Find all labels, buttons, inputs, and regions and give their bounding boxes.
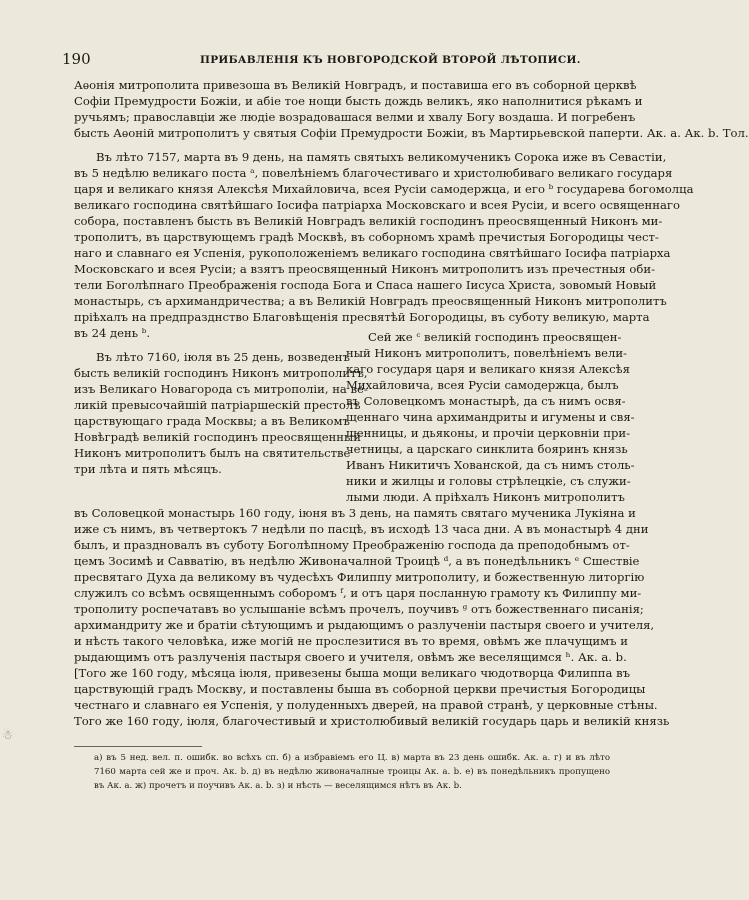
footnote-line: въ Ак. а. ж) прочетъ и поучивъ Ак. а. b. з) и нѣсть — веселящимся нѣтъ въ Ак. b. (94, 781, 462, 791)
text-line: Въ лѣто 7160, іюля въ 25 день, возведенъ (96, 350, 350, 364)
text-line: тели Боголѣпнаго Преображенія господа Бога и Спаса нашего Іисуса Христа, зовомый Новый (74, 278, 657, 292)
text-line: пресвятаго Духа да великому въ чудесѣхъ Филиппу митрополиту, и божественную литоргію (74, 570, 645, 584)
text-line: щенницы, и дьяконы, и прочіи церковніи при- (346, 426, 631, 440)
text-line: въ Соловецкой монастырь 160 году, іюня въ 3 день, на память святаго мученика Лукіяна и (74, 506, 636, 520)
text-line: четницы, а царскаго синклита бояринъ князь (346, 442, 628, 456)
text-line: Софіи Премудрости Божіи, и абіе тое нощи бысть дождь великъ, яко наполнитися рѣкамъ и (74, 94, 643, 108)
text-line: ники и жилцы и головы стрѣлецкіе, съ служи- (346, 474, 631, 488)
text-line: служилъ со всѣмъ освященнымъ соборомъ ᶠ, и отъ царя посланную грамоту къ Филиппу ми- (74, 586, 642, 600)
footnote-line: а) въ 5 нед. вел. п. ошибк. во всѣхъ сп. б) а избравіемъ его Ц. в) марта въ 23 день ошибк. Ак. а. г) и въ лѣто (94, 753, 610, 763)
text-line: бысть великій господинъ Никонъ митрополитъ, (74, 366, 368, 380)
text-line: ручьямъ; православціи же людіе возрадовашася велми и хвалу Богу воздаша. И погребенъ (74, 110, 636, 124)
text-line: лыми люди. А пріѣхалъ Никонъ митрополитъ (346, 490, 625, 504)
text-line: цемъ Зосимѣ и Савватію, въ недѣлю Живоначалной Троицѣ ᵈ, а въ понедѣльникъ ᵉ Сшествіе (74, 554, 640, 568)
text-line: ликій превысочайшій патріаршескій престолъ (74, 398, 361, 412)
text-line: Того же 160 году, іюля, благочестивый и христолюбивый великій государь царь и великій князь (74, 714, 670, 728)
text-line: бысть Аѳоній митрополитъ у святыя Софіи Премудрости Божіи, въ Мартирьевской паперти. Ак. а. Ак. b. Тол. (74, 126, 749, 140)
text-line: монастырь, съ архимандричества; а въ Великій Новградъ преосвященный Никонъ митрополитъ (74, 294, 667, 308)
text-line: Иванъ Никитичъ Хованской, да съ нимъ столь- (346, 458, 635, 472)
text-line: Аѳонія митрополита привезоша въ Великій Новградъ, и поставиша его въ соборной церквѣ (74, 78, 637, 92)
text-line: пріѣхалъ на предпразднство Благовѣщенія пресвятѣй Богородицы, въ суботу великую, марта (74, 310, 650, 324)
text-line: въ 5 недѣлю великаго поста ᵃ, повелѣніемъ благочестиваго и христолюбиваго великаго государя (74, 166, 673, 180)
text-line: собора, поставленъ бысть въ Великій Новградъ великій господинъ преосвященный Никонъ ми- (74, 214, 663, 228)
text-line: Въ лѣто 7157, марта въ 9 день, на память святыхъ великомученикъ Сорока иже въ Севастіи, (96, 150, 667, 164)
footnote-line: 7160 марта сей же и проч. Ак. b. д) въ недѣлю живоначалные троицы Ак. а. b. е) въ понедѣльникъ пропущено (94, 767, 610, 777)
text-line: архимандриту же и братіи сѣтующимъ и рыдающимъ о разлученіи пастыря своего и учителя, (74, 618, 655, 632)
text-line: иже съ нимъ, въ четвертокъ 7 недѣли по пасцѣ, въ исходѣ 13 часа дни. А въ монастырѣ 4 дни (74, 522, 649, 536)
text-line: ный Никонъ митрополитъ, повелѣніемъ вели- (346, 346, 627, 360)
text-line: Михайловича, всея Русіи самодержца, былъ (346, 378, 619, 392)
text-line: царствующій градъ Москву, и поставлены быша въ соборной церкви пречистыя Богородицы (74, 682, 646, 696)
text-line: три лѣта и пять мѣсяцъ. (74, 462, 222, 476)
text-line: щеннаго чина архимандриты и игумены и свя- (346, 410, 635, 424)
text-line: трополиту роспечатавъ во услышаніе всѣмъ прочелъ, поучивъ ᵍ отъ божественнаго писанія; (74, 602, 644, 616)
text-line: въ Соловецкомъ монастырѣ, да съ нимъ освя- (346, 394, 626, 408)
text-line: честнаго и славнаго ея Успенія, у полуденныхъ дверей, на правой странѣ, у церковные стѣны. (74, 698, 658, 712)
text-line: царствующаго града Москвы; а въ Великомъ (74, 414, 350, 428)
text-line: царя и великаго князя Алексѣя Михайловича, всея Русіи самодержца, и его ᵇ государева богомолца (74, 182, 694, 196)
text-line: Никонъ митрополитъ былъ на святительстве (74, 446, 351, 460)
text-line: трополитъ, въ царствующемъ градѣ Москвѣ, въ соборномъ храмѣ пречистыя Богородицы чест- (74, 230, 659, 244)
text-line: Новѣградѣ великій господинъ преосвященный (74, 430, 361, 444)
text-line: былъ, и праздновалъ въ суботу Боголѣпному Преображенію господа да преподобнымъ от- (74, 538, 630, 552)
page-number: 190 (62, 50, 91, 68)
margin-ink-mark (2, 728, 12, 740)
text-line: великаго господина святѣйшаго Іосифа патріарха Московскаго и всея Русіи, и всего освященнаго (74, 198, 680, 212)
text-line: рыдающимъ отъ разлученія пастыря своего и учителя, овѣмъ же веселящимся ʰ. Ак. а. b. (74, 650, 627, 664)
text-line: Сей же ᶜ великій господинъ преосвящен- (368, 330, 622, 344)
text-line: [Того же 160 году, мѣсяца іюля, привезены быша мощи великаго чюдотворца Филиппа въ (74, 666, 631, 680)
running-title: ПРИБАВЛЕНІЯ КЪ НОВГОРОДСКОЙ ВТОРОЙ ЛѢТОПИСИ. (200, 54, 581, 66)
text-line: въ 24 день ᵇ. (74, 326, 151, 340)
text-line: и нѣсть такого человѣка, иже могій не прослезитися въ то время, овѣмъ же плачущимъ и (74, 634, 628, 648)
text-line: изъ Великаго Новагорода съ митрополіи, на ве- (74, 382, 368, 396)
footnote-divider (74, 746, 202, 747)
text-line: каго государя царя и великаго князя Алексѣя (346, 362, 630, 376)
text-line: наго и славнаго ея Успенія, рукоположеніемъ великаго господина святѣйшаго Іосифа патріарха (74, 246, 671, 260)
text-line: Московскаго и всея Русіи; а взятъ преосвященный Никонъ митрополитъ изъ пречестныя оби- (74, 262, 656, 276)
